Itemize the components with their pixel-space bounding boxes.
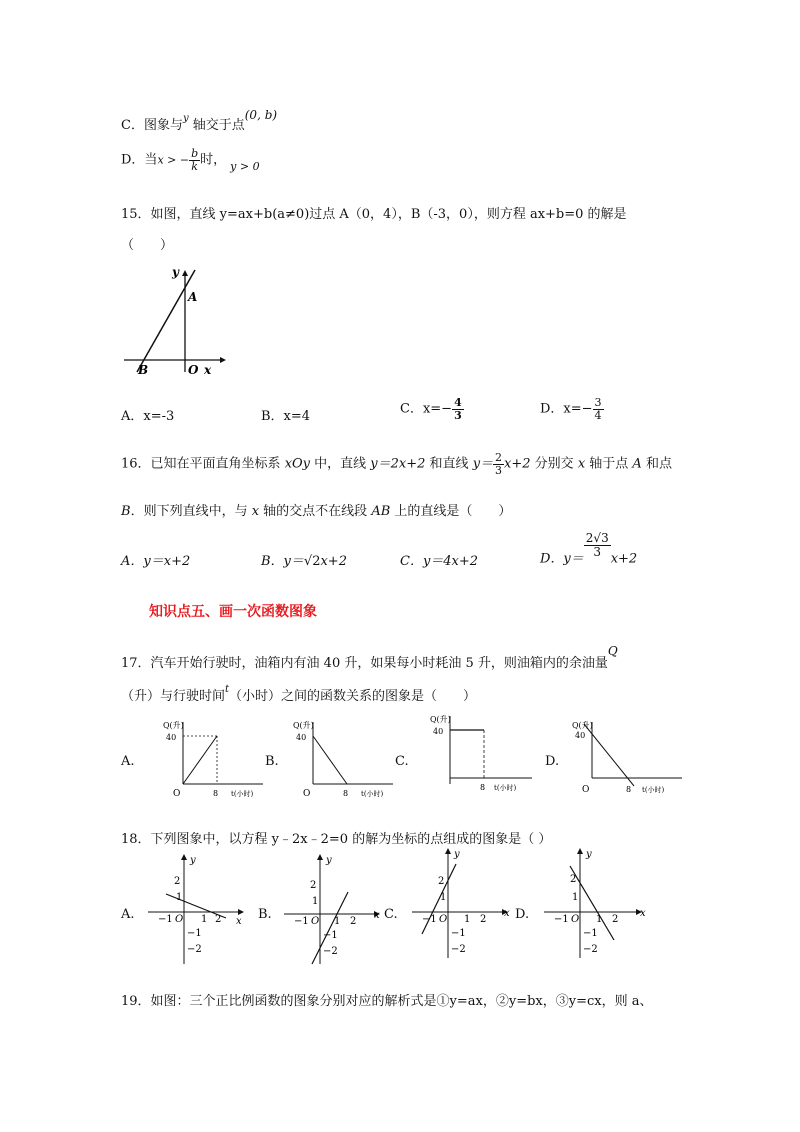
q19-stem: 19．如图：三个正比例函数的图象分别对应的解析式是①y=ax，②y=bx，③y=cx，则 a、 <box>121 994 653 1009</box>
q17-label-c: C. <box>395 754 409 769</box>
svg-text:40: 40 <box>166 733 177 742</box>
q15-option-b: B．x=4 <box>261 409 311 424</box>
svg-text:t(小时): t(小时) <box>494 784 517 792</box>
svg-text:t(小时): t(小时) <box>231 790 254 798</box>
svg-text:40: 40 <box>433 727 444 736</box>
svg-text:8: 8 <box>626 785 632 794</box>
svg-text:−1: −1 <box>583 928 598 939</box>
svg-text:1: 1 <box>464 914 471 925</box>
svg-text:−2: −2 <box>187 944 202 955</box>
svg-text:2: 2 <box>310 880 317 891</box>
q17-stem-line2: （升）与行驶时间$^t$（小时）之间的函数关系的图象是（ ） <box>121 684 477 704</box>
svg-text:Q(升): Q(升) <box>430 715 451 724</box>
svg-text:2: 2 <box>174 876 181 887</box>
q15-option-d: D．x=− $\frac{3}{4}$ <box>540 396 602 422</box>
q14-option-c: C．图象与$^y$ 轴交于点(0, b) <box>121 108 278 133</box>
q15-label-x: x <box>204 363 212 377</box>
q17-label-a: A. <box>121 754 135 769</box>
q18-graph-b <box>276 852 388 967</box>
svg-text:1: 1 <box>312 896 319 907</box>
svg-text:x: x <box>236 916 242 927</box>
q17-graph-a <box>163 716 268 804</box>
svg-text:Q(升): Q(升) <box>572 721 593 730</box>
q17-graph-d <box>572 716 687 804</box>
svg-text:−1: −1 <box>451 928 466 939</box>
svg-text:y: y <box>454 849 460 860</box>
q15-x-arrow <box>220 357 226 363</box>
q15-option-c: C．x=− $\frac{4}{3}$ <box>400 396 462 422</box>
section-title: 知识点五、画一次函数图象 <box>149 604 317 620</box>
svg-text:1: 1 <box>440 892 447 903</box>
q15-label-a: A <box>188 290 198 304</box>
svg-text:1: 1 <box>596 914 603 925</box>
q17-graph-c <box>430 710 535 800</box>
q16-option-c: C．y＝4x+2 <box>400 554 479 569</box>
q15-stem: 15．如图，直线 y=ax+b(a≠0)过点 A（0，4），B（-3，0），则方程 ax+b=0 的解是 <box>121 207 627 222</box>
svg-text:O: O <box>439 914 448 925</box>
svg-text:40: 40 <box>575 731 586 740</box>
svg-text:2: 2 <box>480 914 487 925</box>
q15-y-arrow <box>182 270 188 276</box>
q15-label-b: B <box>138 363 149 377</box>
svg-text:−1: −1 <box>158 914 173 925</box>
q18-label-b: B. <box>258 907 272 922</box>
svg-text:8: 8 <box>213 789 219 798</box>
q18-label-d: D. <box>515 907 530 922</box>
q18-graph-c <box>404 846 516 961</box>
svg-text:−2: −2 <box>323 946 338 957</box>
q18-label-a: A. <box>121 907 135 922</box>
svg-text:O: O <box>173 789 181 799</box>
svg-text:8: 8 <box>480 783 486 792</box>
svg-text:2: 2 <box>215 914 222 925</box>
q16-stem-line2: B．则下列直线中，与 x 轴的交点不在线段 AB 上的直线是（ ） <box>121 504 512 519</box>
svg-text:−1: −1 <box>294 916 309 927</box>
svg-text:y: y <box>586 849 592 860</box>
svg-text:x: x <box>504 908 510 919</box>
q15-label-o: O <box>188 363 199 377</box>
svg-text:Q(升): Q(升) <box>163 721 184 730</box>
q15-option-a: A．x=-3 <box>121 409 175 424</box>
svg-text:2: 2 <box>612 914 619 925</box>
svg-text:t(小时): t(小时) <box>642 786 665 794</box>
q15-line <box>137 270 198 372</box>
svg-text:1: 1 <box>334 916 341 927</box>
svg-text:x: x <box>640 908 646 919</box>
svg-text:O: O <box>175 914 184 925</box>
q15-y-label: y <box>172 265 179 279</box>
svg-text:y: y <box>326 855 332 866</box>
q16-option-b: B．y＝√2x+2 <box>261 554 347 569</box>
svg-text:O: O <box>311 916 320 927</box>
q16-option-a: A．y＝x+2 <box>121 554 191 569</box>
q16-stem-line1: 16．已知在平面直角坐标系 xOy 中，直线 y＝2x+2 和直线 y＝ $\frac{2}{3}$ x+2 分别交 x 轴于点 A 和点 <box>121 451 672 477</box>
svg-text:O: O <box>571 914 580 925</box>
svg-text:−1: −1 <box>323 930 338 941</box>
q17-label-d: D. <box>545 754 560 769</box>
q18-graph-d <box>540 846 652 961</box>
q16-option-d: D．y＝ $\frac{2√3}{3}$ x+2 <box>540 531 638 567</box>
svg-text:1: 1 <box>201 914 208 925</box>
svg-text:2: 2 <box>570 874 577 885</box>
q18-graph-a <box>140 852 252 967</box>
svg-text:O: O <box>303 789 311 799</box>
svg-text:−1: −1 <box>187 928 202 939</box>
q17-label-b: B. <box>265 754 279 769</box>
svg-text:1: 1 <box>572 892 579 903</box>
svg-text:2: 2 <box>350 916 357 927</box>
svg-text:−2: −2 <box>583 944 598 955</box>
svg-text:−1: −1 <box>422 914 437 925</box>
svg-text:x: x <box>374 910 380 921</box>
q15-blank: （ ） <box>121 238 174 253</box>
q17-graph-b <box>293 716 398 804</box>
svg-text:−1: −1 <box>554 914 569 925</box>
q14-option-d: D．当x > − $\frac{b}{k}$ 时， $_{y > 0}$ <box>121 147 260 173</box>
q18-stem: 18．下列图象中，以方程 y﹣2x﹣2=0 的解为坐标的点组成的图象是（ ） <box>121 832 552 847</box>
q15-figure <box>120 262 230 380</box>
svg-text:−2: −2 <box>451 944 466 955</box>
svg-text:1: 1 <box>176 892 183 903</box>
svg-text:2: 2 <box>438 876 445 887</box>
svg-text:8: 8 <box>343 789 349 798</box>
svg-text:O: O <box>582 785 590 795</box>
svg-text:t(小时): t(小时) <box>361 790 384 798</box>
svg-text:40: 40 <box>296 733 307 742</box>
q17-stem-line1: 17．汽车开始行驶时，油箱内有油 40 升，如果每小时耗油 5 升，则油箱内的余油量Q <box>121 644 618 671</box>
svg-text:Q(升): Q(升) <box>293 721 314 730</box>
q18-label-c: C. <box>384 907 398 922</box>
svg-text:y: y <box>190 855 196 866</box>
